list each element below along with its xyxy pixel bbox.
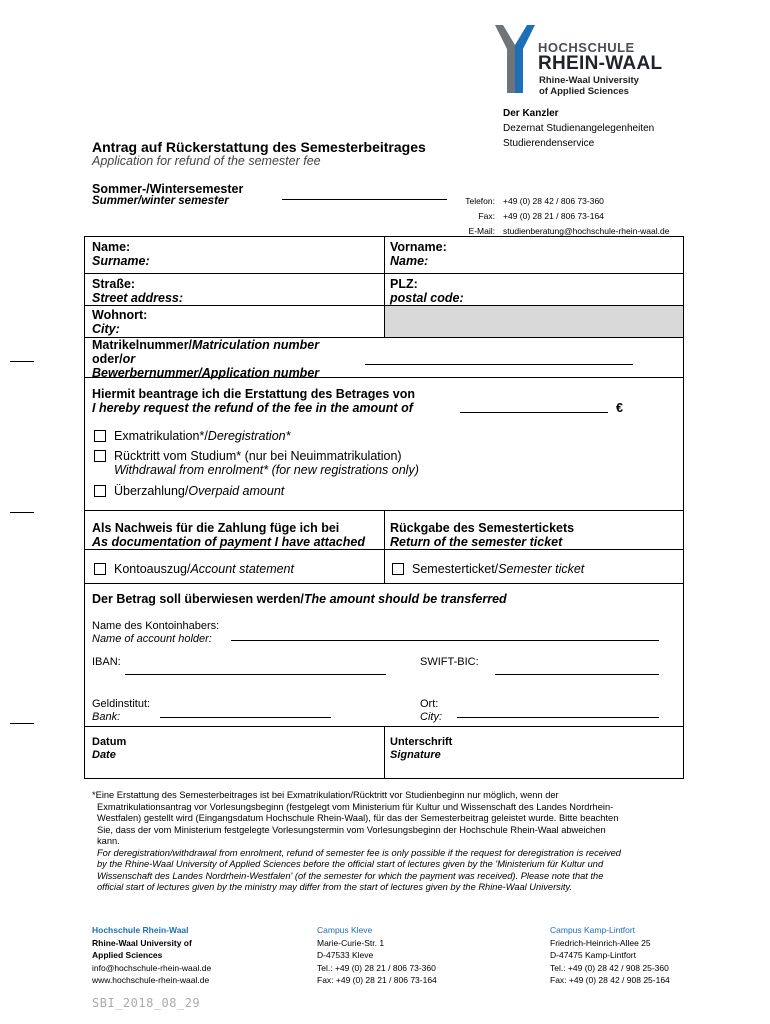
transfer-heading-de: Der Betrag soll überwiesen werden/ (92, 592, 304, 606)
option-semester-ticket-de: Semesterticket/ (412, 562, 499, 576)
firstname-label-en: Name: (390, 254, 429, 268)
footer-kleve-street: Marie-Curie-Str. 1 (317, 937, 385, 948)
applic-label-en: Application number (201, 366, 320, 380)
iban-label: IBAN: (92, 656, 121, 668)
footer-university-en-2: Applied Sciences (92, 950, 163, 961)
footer-kleve-phone: Tel.: +49 (0) 28 21 / 806 73-360 (317, 962, 436, 973)
bank-label: Geldinstitut: (92, 698, 151, 710)
account-holder-label: Name des Kontoinhabers: (92, 620, 220, 632)
date-label: Datum (92, 736, 127, 748)
footer-kleve-title: Campus Kleve (317, 925, 373, 935)
firstname-label: Vorname: (390, 240, 447, 254)
logo-subtitle-line1: Rhine-Waal University (539, 75, 639, 86)
option-overpaid-de: Überzahlung/ (114, 484, 189, 498)
phone-value: +49 (0) 28 42 / 806 73-360 (503, 196, 604, 206)
request-text-en: I hereby request the refund of the fee in the amount of (92, 401, 413, 415)
fax-value: +49 (0) 28 21 / 806 73-164 (503, 211, 604, 221)
swift-input-line[interactable] (495, 674, 659, 675)
account-holder-input-line[interactable] (231, 640, 659, 641)
checkbox-deregistration[interactable] (94, 430, 106, 442)
logo-text-subtitle (539, 75, 639, 97)
proof-heading-en: As documentation of payment I have attached (92, 535, 365, 549)
address-line-3: Studierendenservice (503, 138, 595, 149)
contact-block (435, 194, 695, 242)
matric-label-de: Matrikelnummer/ (92, 338, 193, 352)
fold-mark (10, 723, 34, 724)
footer-kl-fax: Fax: +49 (0) 28 42 / 908 25-164 (550, 975, 670, 986)
street-label: Straße: (92, 277, 136, 291)
footnote (92, 790, 682, 894)
matric-label (92, 338, 319, 352)
address-line-1: Der Kanzler (503, 108, 559, 119)
city-label-en: City: (92, 322, 120, 336)
logo-text-rhein-waal: RHEIN-WAAL (538, 53, 663, 74)
footnote-de-2: Exmatrikulationsantrag vor Vorlesungsbeginn (festgelegt vom Ministerium für Kultur und Wissenschaft des Landes Nordrhein- (97, 801, 614, 812)
postal-label: PLZ: (390, 277, 418, 291)
account-holder-label-en: Name of account holder: (92, 633, 212, 645)
footnote-de-1: *Eine Erstattung des Semesterbeitrages ist bei Exmatrikulation/Rücktritt vor Studienbeginn nur möglich, wenn der (92, 790, 559, 800)
bank-label-en: Bank: (92, 711, 121, 723)
document-code: SBI_2018_08_29 (92, 996, 201, 1010)
footer-university-en-1: Rhine-Waal University of (92, 937, 192, 948)
proof-heading: Als Nachweis für die Zahlung füge ich bei (92, 521, 340, 535)
footnote-en-3: Wissenschaft des Landes Nordrhein-Westfalen' (of the semester for which the payment was received). Please note that the (97, 870, 604, 881)
swift-label: SWIFT-BIC: (420, 656, 479, 668)
shaded-cell (384, 305, 683, 337)
footer-kl-street: Friedrich-Heinrich-Allee 25 (550, 937, 651, 948)
transfer-heading (92, 592, 507, 606)
place-input-line[interactable] (457, 717, 659, 718)
postal-label-en: postal code: (390, 291, 464, 305)
matric-label-en: Matriculation number (192, 338, 320, 352)
footer-university-name: Hochschule Rhein-Waal (92, 925, 189, 935)
request-text: Hiermit beantrage ich die Erstattung des Betrages von (92, 387, 415, 401)
footer-website[interactable]: www.hochschule-rhein-waal.de (92, 975, 210, 986)
ticket-heading-en: Return of the semester ticket (390, 535, 563, 549)
place-label-en: City: (420, 711, 442, 723)
or-label (92, 352, 135, 366)
footer-kleve-city: D-47533 Kleve (317, 950, 374, 961)
option-deregistration (114, 429, 290, 443)
option-semester-ticket-en: Semester ticket (498, 562, 585, 576)
footnote-de-4: Sie, dass der vom Ministerium festgelegte Vorlesungstermin vom Vorlesungsbeginn der Hochschule Rhein-Waal abweichen (97, 824, 606, 835)
option-account-statement (114, 562, 294, 576)
option-overpaid (114, 484, 284, 498)
transfer-heading-en: The amount should be transferred (303, 592, 507, 606)
option-semester-ticket (412, 562, 584, 576)
surname-label-en: Surname: (92, 254, 150, 268)
university-logo-icon (493, 23, 537, 95)
checkbox-overpaid[interactable] (94, 485, 106, 497)
phone-label: Telefon: (465, 196, 495, 206)
email-value: studienberatung@hochschule-rhein-waal.de (503, 226, 670, 236)
footer-kl-city: D-47475 Kamp-Lintfort (550, 950, 636, 961)
email-label: E-Mail: (468, 226, 495, 236)
option-overpaid-en: Overpaid amount (188, 484, 285, 498)
footnote-de-3: Westfalen) gestellt wird (Eingangsdatum Hochschule Rhein-Waal), für das der Semesterbeitrag geleistet wurde. Bitte beachten (97, 813, 619, 823)
street-label-en: Street address: (92, 291, 184, 305)
refund-form (84, 236, 684, 779)
fold-mark (10, 361, 34, 362)
checkbox-account-statement[interactable] (94, 563, 106, 575)
page-subtitle: Application for refund of the semester fee (92, 154, 321, 168)
address-line-2: Dezernat Studienangelegenheiten (503, 123, 655, 134)
footnote-en-4: official start of lectures given by the ministry may differ from the start of lectures given by the Rhine-Waal University. (97, 882, 573, 892)
recipient-address (503, 106, 654, 151)
signature-label: Unterschrift (390, 736, 453, 748)
logo-text-hochschule: HOCHSCHULE (538, 40, 635, 55)
application-number-label (92, 366, 319, 380)
checkbox-semester-ticket[interactable] (392, 563, 404, 575)
bank-input-line[interactable] (160, 717, 331, 718)
option-account-statement-de: Kontoauszug/ (114, 562, 191, 576)
footnote-de-5: kann. (97, 836, 120, 846)
footer-email[interactable]: info@hochschule-rhein-waal.de (92, 962, 212, 973)
or-label-en: or (122, 352, 136, 366)
checkbox-withdrawal[interactable] (94, 450, 106, 462)
footer-campus-kleve (317, 924, 437, 987)
fold-mark (10, 512, 34, 513)
option-withdrawal-en: Withdrawal from enrolment* (for new registrations only) (114, 463, 419, 477)
option-deregistration-en: Deregistration* (207, 429, 291, 443)
footer-campus-kamp-lintfort (550, 924, 670, 987)
footer-kl-title: Campus Kamp-Lintfort (550, 925, 636, 935)
signature-label-en: Signature (390, 749, 441, 761)
matriculation-input-line[interactable] (365, 364, 633, 365)
footer-kleve-fax: Fax: +49 (0) 28 21 / 806 73-164 (317, 975, 437, 986)
page-title: Antrag auf Rückerstattung des Semesterbeitrages (92, 139, 426, 155)
city-label: Wohnort: (92, 308, 148, 322)
currency-symbol: € (616, 401, 623, 415)
footer-kl-phone: Tel.: +49 (0) 28 42 / 908 25-360 (550, 962, 669, 973)
place-label: Ort: (420, 698, 439, 710)
date-label-en: Date (92, 749, 116, 761)
semester-label-en: Summer/winter semester (92, 195, 229, 207)
semester-label: Sommer-/Wintersemester (92, 182, 244, 196)
option-deregistration-de: Exmatrikulation*/ (114, 429, 208, 443)
footer-university (92, 924, 211, 987)
semester-input-line[interactable] (282, 199, 447, 200)
option-withdrawal: Rücktritt vom Studium* (nur bei Neuimmatrikulation) (114, 449, 402, 463)
footnote-en-2: by the Rhine-Waal University of Applied Sciences before the official start of lectures given by the 'Ministerium für Kultur und (97, 859, 604, 869)
footnote-en-1: For deregistration/withdrawal from enrolment, refund of semester fee is only possible if the request for deregistration is received (97, 847, 621, 858)
surname-label: Name: (92, 240, 131, 254)
logo-subtitle-line2: of Applied Sciences (539, 86, 629, 97)
applic-label-de: Bewerbernummer/ (92, 366, 202, 380)
option-account-statement-en: Account statement (190, 562, 294, 576)
or-label-de: oder/ (92, 352, 123, 366)
fax-label: Fax: (478, 211, 495, 221)
ticket-heading: Rückgabe des Semestertickets (390, 521, 575, 535)
iban-input-line[interactable] (125, 674, 386, 675)
amount-input-line[interactable] (460, 412, 608, 413)
